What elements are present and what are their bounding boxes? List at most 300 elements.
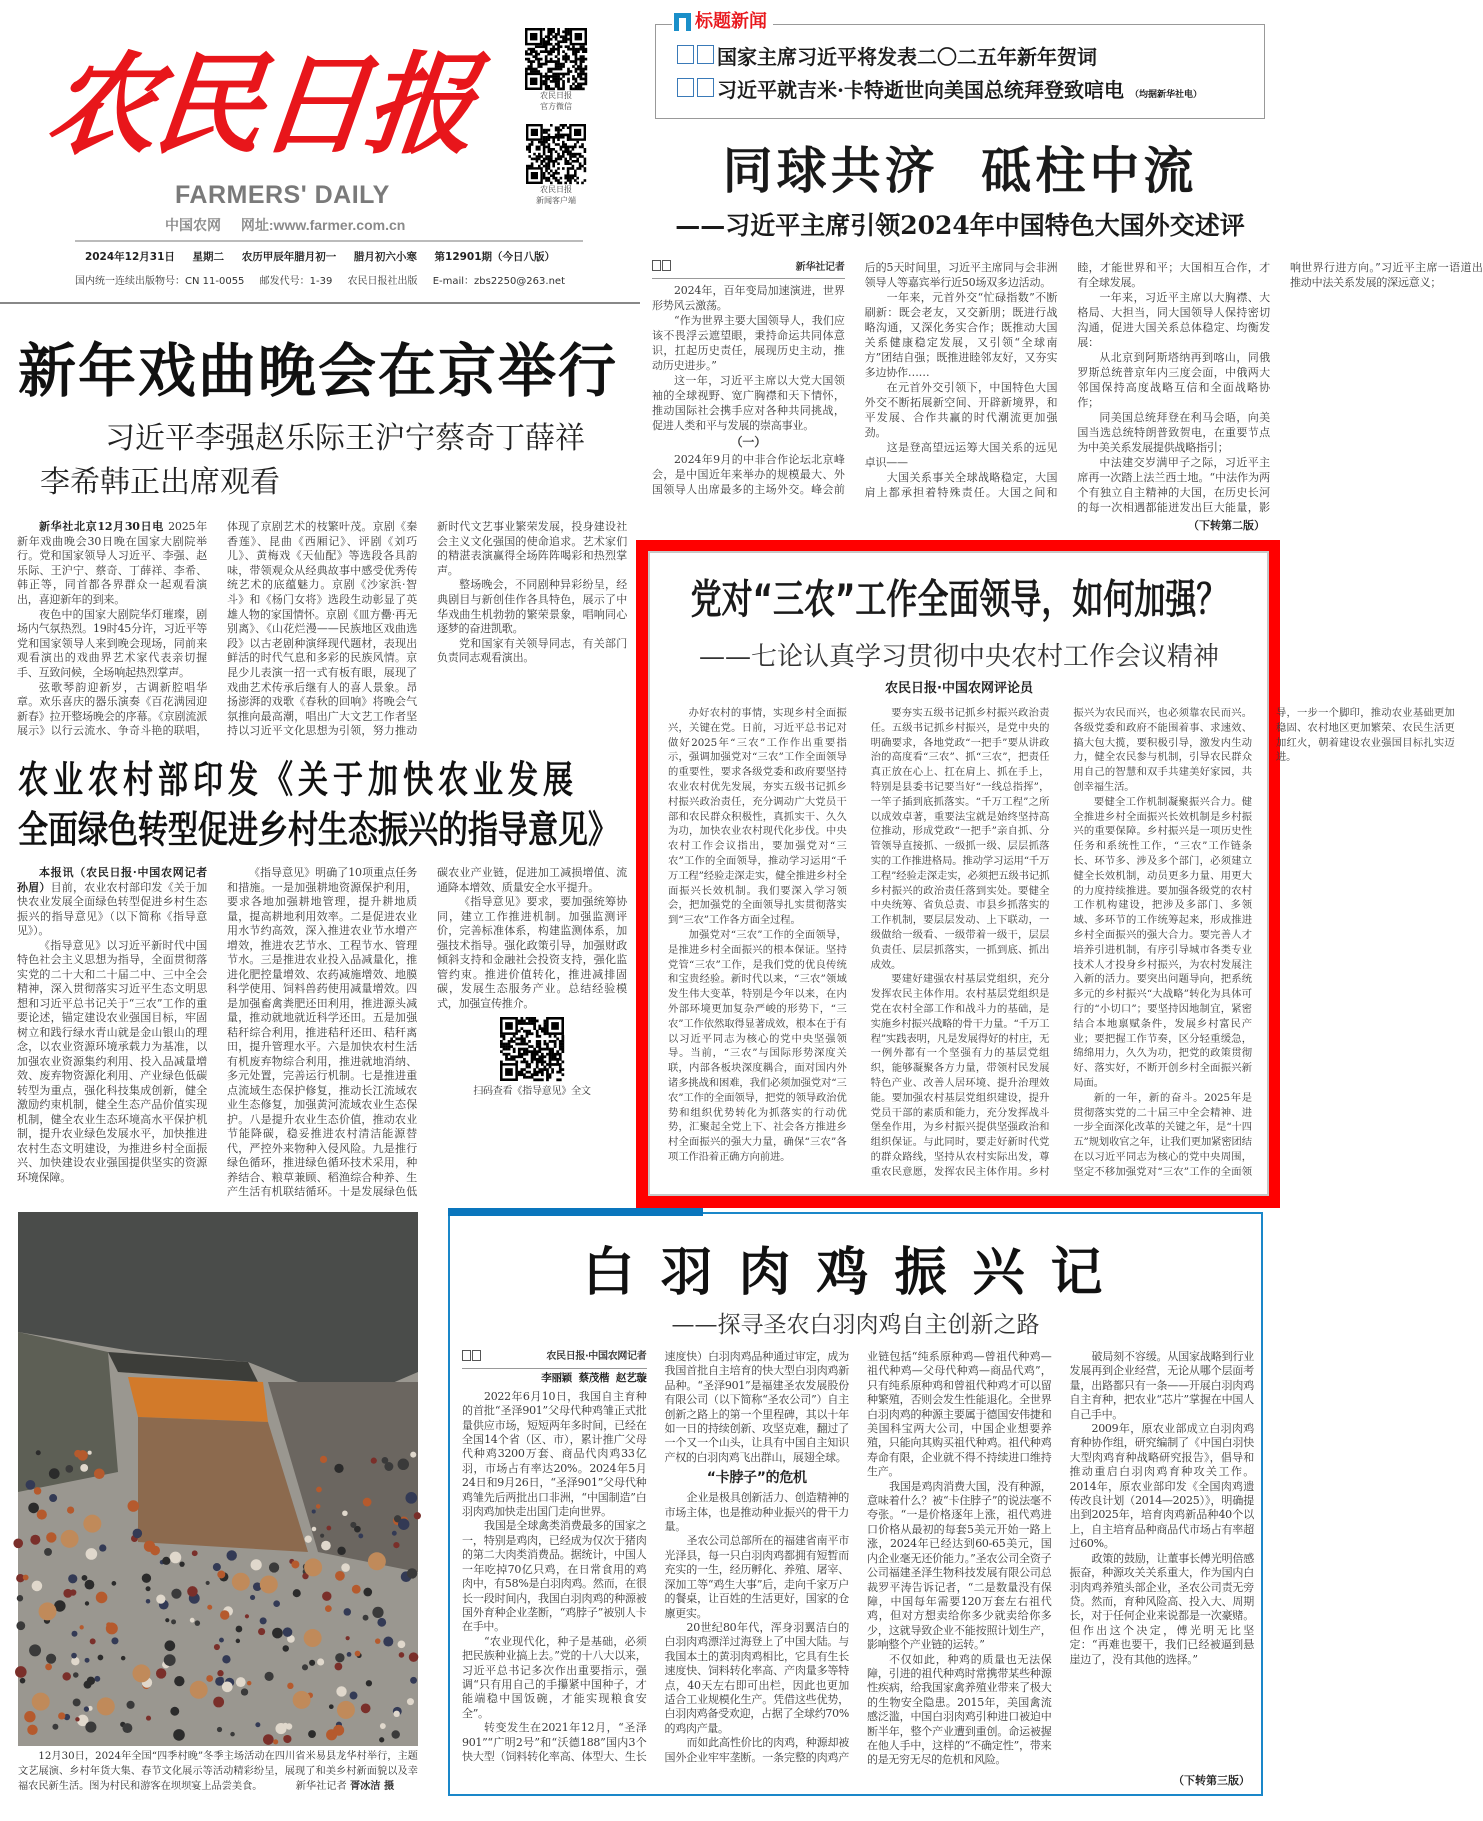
continued-note[interactable]: （下转第三版） xyxy=(1173,1774,1250,1787)
person xyxy=(170,1552,182,1564)
person xyxy=(206,1675,213,1682)
placeholder-square-icon xyxy=(462,1350,471,1361)
person xyxy=(16,1621,25,1630)
paragraph: 中法建交岁满甲子之际，习近平主席再一次踏上法兰西土地。“中法作为两个有独立自主精神的大国，在历史长河的每一次相遇都能迸发出巨大能量，影响世界行进方向。”习近平主席一语道出推动中法关系发展的深远意义； xyxy=(1077,261,1483,514)
paragraph: 我国是鸡肉消费大国，没有种源，意味着什么？被“卡住脖子”的说法毫不夸张。“一是价格逐年上涨，祖代鸡进口价格从最初的每套5美元开始一路上涨，2024年已经达到60-65美元，国内企业毫无还价能力。”圣农公司全资子公司福建圣泽生物科技发展有限公司总裁罗平涛告诉记者，“二是数量没有保障，中国每年需要120万套左右祖代鸡，但对方想卖给你多少就卖给你多少，这就导致企业不能按照计划生产，影响整个产业链的运转。” xyxy=(867,1479,1052,1652)
person xyxy=(146,1716,151,1721)
person xyxy=(250,1595,255,1600)
qr-app[interactable] xyxy=(524,124,588,206)
paragraph: 一年来，元首外交“忙碌指数”不断刷新：既会老友，又交新朋；既进行战略沟通，又深化务实合作；既推动大国关系健康稳定发展，又引领“全球南方”团结自强；既推进睦邻友好，又夯实多边协作…… xyxy=(864,291,1058,379)
person xyxy=(90,1638,96,1644)
section-number: （一） xyxy=(730,435,767,449)
placeholder-square-icon xyxy=(662,260,671,271)
placeholder-square-icon xyxy=(677,78,694,97)
person xyxy=(251,1559,262,1570)
qr-code-icon xyxy=(525,28,587,90)
cn-number: 国内统一连续出版物号：CN 11-0055 xyxy=(75,276,245,287)
person xyxy=(164,1640,175,1651)
paragraph: 这一年，习近平主席以大党大国领袖的全球视野、宽广胸襟和天下情怀，推动国际社会携手应对各种共同挑战，促进人类和平与发展的崇高事业。 xyxy=(652,374,845,432)
news-photo[interactable] xyxy=(18,1212,418,1746)
person xyxy=(377,1618,386,1627)
person xyxy=(326,1526,331,1531)
person xyxy=(405,1492,417,1504)
person xyxy=(409,1652,419,1662)
person xyxy=(67,1506,74,1513)
person xyxy=(227,1550,237,1560)
placeholder-square-icon xyxy=(697,45,714,64)
banquet-table xyxy=(368,1552,386,1570)
person xyxy=(255,1722,260,1727)
person xyxy=(73,1672,79,1678)
person xyxy=(30,1535,40,1545)
person xyxy=(335,1653,344,1662)
person xyxy=(213,1697,224,1708)
qr-label: 农民日报 xyxy=(540,91,572,100)
person xyxy=(371,1458,377,1464)
headline-text: 习近平就吉米·卡特逝世向美国总统拜登致唁电 xyxy=(717,78,1124,102)
person xyxy=(74,1450,82,1458)
person xyxy=(23,1575,29,1581)
person xyxy=(170,1707,179,1716)
person xyxy=(283,1735,291,1743)
paragraph: 要建好建强农村基层党组织，充分发挥农民主体作用。农村基层党组织是党在农村全部工作和战斗力的基础，是实施乡村振兴战略的骨干力量。“千万工程”实践表明，凡是发展得好的村庄，无一例外都有一个坚强有力的基层党组织，能够凝聚各方力量，带领村民发展特色产业、改善人居环境、提升治理效能。要加强农村基层党组织建设，提升党员干部的素质和能力，充分发挥战斗堡垒作用，为乡村振兴提供坚强政治和组织保证。与此同时，要走好新时代党的群众路线，坚持从农村实际出发，尊重农民意愿，发挥农民主体作用。乡村振兴为农民而兴，也必须靠农民而兴。各级党委和政府不能围着事、求速效、搞大包大揽，要积极引导，激发内生动力，健全农民参与机制，引导农民群众用自己的智慧和双手共建美好家园，共创幸福生活。 xyxy=(870,707,1252,1178)
qr-label: 新闻客户端 xyxy=(536,196,576,205)
caption-text: 12月30日，2024年全国“四季村晚”冬季主场活动在四川省米易县龙华村举行，主题文艺展演、乡村年货大集、春节文化展示等活动精彩纷呈，展现了和美乡村新面貌以及幸福农民新生活。图为村民和游客在坝坝宴上品尝美食。 xyxy=(18,1751,418,1792)
paragraph: 20世纪80年代，浑身羽翼洁白的白羽肉鸡漂洋过海登上了中国大陆。与我国本土的黄羽肉鸡相比，它具有生长速度快、饲料转化率高、产肉量多等特点，40天左右即可出栏，因此也更加适合工业规模化生产。凭借这些优势，白羽肉鸡备受欢迎，占据了全球约70%的鸡肉产量。 xyxy=(664,1620,849,1735)
person xyxy=(174,1676,184,1686)
person xyxy=(320,1456,327,1463)
article-body xyxy=(668,706,1455,1188)
paragraph: 要健全工作机制凝聚振兴合力。健全推进乡村全面振兴长效机制是乡村振兴的重要保障。乡村振兴是一项历史性任务和系统性工作，“三农”工作链条长、环节多、涉及多个部门，必须建立健全长效机制，动员更多力量、用更大的力度持续推进。要加强各级党的农村工作机构建设，把涉及多部门、多领域、多环节的工作统筹起来，形成推进乡村全面振兴的强大合力。要完善人才培养引进机制，有序引导城市各类专业技术人才投身乡村振兴，为农村发展注入新的活力。要突出问题导向，把系统多元的乡村振兴“大战略”转化为具体可行的“小切口”；要坚持因地制宜，紧密结合本地禀赋条件，发展乡村富民产业；要把握工作节奏，区分轻重缓急，绵绵用力，久久为功，把党的政策贯彻好、落实好，不断开创乡村全面振兴新局面。 xyxy=(1073,795,1252,1089)
person xyxy=(112,1581,117,1586)
person xyxy=(94,1676,100,1682)
headline-news-label xyxy=(672,12,773,32)
person xyxy=(206,1581,210,1585)
article-body xyxy=(462,1350,1254,1772)
person xyxy=(334,1464,343,1473)
banquet-table xyxy=(97,1697,115,1715)
person xyxy=(86,1548,98,1560)
person xyxy=(219,1638,224,1643)
person xyxy=(68,1574,77,1583)
person xyxy=(17,1595,23,1601)
person xyxy=(171,1619,176,1624)
person xyxy=(217,1570,225,1578)
person xyxy=(222,1681,233,1692)
person xyxy=(126,1701,134,1709)
article-subtitle: 李希韩正出席观看 xyxy=(40,465,280,500)
person xyxy=(65,1465,73,1473)
person xyxy=(325,1605,332,1612)
person xyxy=(355,1651,361,1657)
headline-news-item[interactable] xyxy=(677,78,1202,101)
person xyxy=(32,1581,43,1592)
person xyxy=(80,1625,84,1629)
paragraph: 大国关系事关全球战略稳定，大国肩上都承担着特殊责任。大国之间和睦，才能世界和平；大国相互合作，才有全球发展。 xyxy=(864,261,1270,499)
banquet-table xyxy=(293,1691,311,1709)
person xyxy=(213,1563,221,1571)
qr-wechat[interactable] xyxy=(524,28,588,112)
paragraph: 夜色中的国家大剧院华灯璀璨，剧场内气氛热烈。19时45分许，习近平等党和国家领导人来到晚会现场，同前来观看演出的戏曲界艺术家代表亲切握手、互致问候，全场响起热烈掌声。 xyxy=(17,607,207,679)
paragraph: 加强党对“三农”工作的全面领导，是推进乡村全面振兴的根本保证。坚持党管“三农”工作，是我们党的优良传统和宝贵经验。新时代以来，“三农”领域发生伟大变革，特别是今年以来，在内外部环境更加复杂严峻的形势下，“三农”工作依然取得显著成效，根本在于有以习近平同志为核心的党中央坚强领导。当前，“三农”与国际形势深度关联，内部各板块深度耦合，面对国内外诸多挑战和困难，我们必须加强党对“三农”工作的全面领导，把党的领导政治优势和组织优势转化为抓落实的行动优势，汇聚起全党上下、社会各方推进乡村全面振兴的强大力量，确保“三农”各项工作沿着正确方向前进。 xyxy=(668,928,847,1163)
qr-label: 农民日报 xyxy=(540,185,572,194)
person xyxy=(121,1656,126,1661)
person xyxy=(384,1462,393,1471)
dateline: 新华社北京12月30日电 xyxy=(39,520,164,533)
person xyxy=(44,1548,52,1556)
byline-author: 新华社记者 xyxy=(795,262,845,273)
paragraph: 同美国总统拜登在利马会晤，向美国当选总统特朗普致贺电，在重要节点为中美关系发展提供战略指引； xyxy=(1077,411,1270,454)
article-body xyxy=(17,866,627,1200)
person xyxy=(230,1732,235,1737)
photo-caption xyxy=(18,1749,418,1794)
person xyxy=(195,1620,200,1625)
person xyxy=(302,1664,308,1670)
person xyxy=(13,1538,23,1548)
person xyxy=(363,1615,369,1621)
person xyxy=(37,1509,47,1519)
date-line xyxy=(0,252,640,264)
person xyxy=(52,1724,58,1730)
person xyxy=(272,1628,283,1639)
person xyxy=(398,1519,409,1530)
person xyxy=(28,1503,39,1514)
banquet-table xyxy=(132,1664,150,1682)
person xyxy=(164,1654,176,1666)
flower-bed xyxy=(128,1377,268,1422)
qr-finder xyxy=(531,172,538,179)
person xyxy=(24,1711,35,1722)
person xyxy=(383,1637,393,1647)
person xyxy=(273,1739,278,1744)
person xyxy=(156,1594,165,1603)
banquet-table xyxy=(190,1681,208,1699)
qr-finder xyxy=(574,129,581,136)
person xyxy=(337,1547,345,1555)
paragraph: “农业现代化，种子是基础，必须把民族种业搞上去。”党的十八大以来，习近平总书记多次作出重要指示，强调“只有用自己的手攥紧中国种子，才能端稳中国饭碗，才能实现粮食安全”。 xyxy=(462,1634,647,1720)
person xyxy=(293,1589,301,1597)
banquet-table xyxy=(83,1515,101,1533)
person xyxy=(398,1640,406,1648)
dateline: 本报讯（农民日报·中国农网记者 孙眉） xyxy=(17,866,207,894)
banquet-table xyxy=(61,1530,79,1548)
qr-finder xyxy=(530,78,537,85)
person xyxy=(80,1464,88,1472)
paragraph: 办好农村的事情，实现乡村全面振兴，关键在党。日前，习近平总书记对做好2025年“三农”工作作出重要指示，强调加强党对“三农”工作全面领导的重要性，要求各级党委和政府要坚持农业农村优先发展，夯实五级书记抓乡村振兴政治责任，充分调动广大党员干部和农民群众积极性，真抓实干、久久为功，加快农业农村现代化步伐。中央农村工作会议指出，要加强党对“三农”工作的全面领导，推动学习运用“千万工程”经验走深走实，健全推进乡村全面振兴长效机制。我们要深入学习领会，把加强党的全面领导扎实贯彻落实到“三农”工作各方面全过程。 xyxy=(668,707,847,927)
person xyxy=(222,1655,230,1663)
paragraph: 在元首外交引领下，中国特色大国外交不断拓展新空间、开辟新境界，和平发展、合作共赢的时代潮流更加强劲。 xyxy=(864,381,1058,439)
paragraph: 2009年，原农业部成立白羽肉鸡育种协作组，研究编制了《中国白羽快大型肉鸡育种战略研究报告》，倡导和推动重启白羽肉鸡育种攻关工作。2014年，原农业部印发《全国肉鸡遗传改良计划（2014—2025）》，明确提出到2025年，培育肉鸡新品种40个以上，自主培育品种商品代市场占有率超过60%。 xyxy=(1069,1422,1254,1551)
article-subtitle: 习近平李强赵乐际王沪宁蔡奇丁薛祥 xyxy=(105,421,585,456)
person xyxy=(133,1529,143,1539)
banquet-table xyxy=(337,1701,355,1719)
person xyxy=(84,1681,92,1689)
person xyxy=(128,1500,140,1512)
paragraph: 从北京到阿斯塔纳再到喀山，同俄罗斯总统普京年内三度会面，中俄两大邻国保持高度战略互信和全面战略协作； xyxy=(1077,351,1270,409)
byline xyxy=(652,260,845,279)
person xyxy=(84,1706,89,1711)
person xyxy=(312,1527,317,1532)
email[interactable]: E-mail：zbs2250@263.net xyxy=(432,276,565,287)
date: 2024年12月31日 xyxy=(84,251,175,263)
person xyxy=(335,1571,345,1581)
person xyxy=(347,1652,352,1657)
issue-number: 第12901期（今日八版） xyxy=(434,251,556,263)
person xyxy=(162,1557,170,1565)
person xyxy=(27,1725,37,1735)
person xyxy=(410,1452,416,1458)
paragraph: 《指导意见》明确了10项重点任务和措施。一是加强耕地资源保护利用，要求各地加强耕地管理，提升耕地质量，提高耕地利用效率。二是促进农业用水节约高效，深入推进农业节水增产增效，推进农艺节水、工程节水、管理节水。三是推进农业投入品减量化，推进化肥控量增效、农药减施增效、地膜科学使用、饲料兽药使用减量增效。四是加强畜禽粪肥还田利用，推进源头减量，推动就地就近科学还田。五是加强秸秆综合利用，推进秸秆还田、秸秆离田，提升管理水平。六是加快农村生活有机废弃物综合利用，推进就地消纳、多元处置，完善运行机制。七是推进重点流域生态保护修复，推动长江流域农业生态修复，加强黄河流域农业生态保护。八是提升农业生态价值，推动农业节能降碳，稳妥推进农村清洁能源替代，严控外来物种入侵风险。九是推行绿色循环，推进绿色循环技术采用，种养结合、粮草兼顾、稻渔综合种养、生产生活有机联结循环。十是发展绿色低碳农业产业链，促进加工减损增值、流通降本增效、质量安全水平提升。 xyxy=(227,866,627,1198)
publication-line xyxy=(0,276,640,287)
person xyxy=(320,1534,324,1538)
person xyxy=(49,1494,57,1502)
person xyxy=(106,1622,111,1627)
person xyxy=(363,1588,372,1597)
paragraph: 不仅如此，种鸡的质量也无法保障，引进的祖代种鸡时常携带某些种源性疾病，给我国家禽养殖业带来了极大的生物安全隐患。2015年，美国禽流感泛滥，中国白羽肉鸡引种进口被迫中断半年，整个产业遭到重创。命运被握在他人手中，这样的“不确定性”，带来的是无穷无尽的危机和风险。 xyxy=(867,1652,1052,1767)
person xyxy=(96,1592,108,1604)
person xyxy=(291,1560,299,1568)
person xyxy=(399,1652,405,1658)
person xyxy=(407,1698,414,1705)
person xyxy=(236,1626,243,1633)
person xyxy=(71,1657,79,1665)
person xyxy=(75,1717,79,1721)
qr-label: 官方微信 xyxy=(540,102,572,111)
person xyxy=(214,1644,220,1650)
article-title[interactable]: 新年戏曲晚会在京举行 xyxy=(18,337,619,405)
person xyxy=(98,1655,104,1661)
qr-finder xyxy=(505,1022,513,1030)
person xyxy=(287,1683,293,1689)
person xyxy=(260,1617,267,1624)
person xyxy=(329,1704,334,1709)
person xyxy=(15,1666,27,1678)
person xyxy=(350,1692,358,1700)
paragraph: 2025年新年戏曲晚会30日晚在国家大剧院举行。党和国家领导人习近平、李强、赵乐际、王沪宁、蔡奇、丁薛祥、李希、韩正等，同首都各界群众一起观看演出，喜迎新年的到来。 xyxy=(17,520,207,606)
person xyxy=(361,1703,371,1713)
person xyxy=(247,1681,251,1685)
paragraph: 我国是全球禽类消费最多的国家之一，特别是鸡肉，已经成为仅次于猪肉的第二大肉类消费品。据统计，中国人一年吃掉70亿只鸡，在日常食用的鸡肉中，有58%是白羽肉鸡。然而，在很长一段时间内，我国白羽肉鸡的种源被国外育种企业垄断，“鸡脖子”被别人卡在手中。 xyxy=(462,1519,647,1634)
person xyxy=(344,1608,351,1615)
person xyxy=(265,1672,274,1681)
person xyxy=(380,1723,386,1729)
masthead-rule xyxy=(0,302,640,304)
person xyxy=(336,1686,346,1696)
person xyxy=(146,1599,151,1604)
byline-org: 农民日报·中国农网记者 xyxy=(546,1351,647,1362)
person xyxy=(173,1729,185,1741)
paragraph: 2024年，百年变局加速演进，世界形势风云激荡。 xyxy=(652,284,845,312)
person xyxy=(379,1737,384,1742)
person xyxy=(398,1459,409,1470)
article-body xyxy=(17,520,627,740)
person xyxy=(245,1614,249,1618)
headline-text: 国家主席习近平将发表二〇二五年新年贺词 xyxy=(717,45,1097,69)
placeholder-square-icon xyxy=(677,45,694,64)
person xyxy=(192,1550,198,1556)
qr-code-icon xyxy=(500,1017,564,1081)
article-subtitle: ——习近平主席引领2024年中国特色大国外交述评 xyxy=(675,211,1245,240)
person xyxy=(269,1562,279,1572)
person xyxy=(99,1544,106,1551)
person xyxy=(410,1677,417,1684)
person xyxy=(88,1451,92,1455)
person xyxy=(407,1568,417,1578)
article-title-line[interactable]: 农业农村部印发《关于加快农业发展 xyxy=(18,758,578,803)
banquet-table xyxy=(260,1575,278,1593)
person xyxy=(366,1680,372,1686)
person xyxy=(236,1677,246,1687)
byline-names: 李丽颖 蔡茂楷 赵艺璇 xyxy=(541,1372,647,1385)
continued-note[interactable]: （下转第二版） xyxy=(1188,519,1265,532)
person xyxy=(316,1487,322,1493)
section-heading: “卡脖子”的危机 xyxy=(706,1470,807,1487)
person xyxy=(316,1504,321,1509)
article-body xyxy=(652,260,1483,517)
person xyxy=(58,1712,65,1719)
person xyxy=(322,1591,331,1600)
person xyxy=(190,1618,195,1623)
site-name: 中国农网 xyxy=(165,217,221,233)
person xyxy=(72,1631,78,1637)
person xyxy=(146,1586,151,1591)
person xyxy=(187,1586,197,1596)
placeholder-square-icon xyxy=(472,1350,481,1361)
person xyxy=(305,1535,312,1542)
person xyxy=(321,1541,331,1551)
paragraph: 要夯实五级书记抓乡村振兴政治责任。五级书记抓乡村振兴，是党中央的明确要求，各地党政“一把手”要从讲政治的高度看“三农”、抓“三农”，把责任真正放在心上、扛在肩上、抓在手上，特别是县委书记要当好“一线总指挥”，一竿子插到底抓落实。“千万工程”之所以成效卓著，重要法宝就是始终坚持高位推动，形成党政“一把手”亲自抓、分管领导直接抓、一级抓一级、层层抓落实的工作推进格局。推动学习运用“千万工程”经验走深走实，必须把五级书记抓乡村振兴的政治责任落到实处。要健全中央统筹、省负总责、市县乡抓落实的工作机制，要层层发动、上下联动，一级做给一级看、一级带着一级干，层层负责任、层层抓落实，一抓到底、抓出成效。 xyxy=(870,707,1050,971)
headline-news-item[interactable] xyxy=(677,45,1097,68)
person xyxy=(26,1480,36,1490)
person xyxy=(350,1522,356,1528)
byline xyxy=(462,1350,647,1386)
lunar-date: 农历甲辰年腊月初一 xyxy=(241,251,337,263)
person xyxy=(217,1670,223,1676)
article-title[interactable]: 同球共济 砥柱中流 xyxy=(722,142,1198,200)
paragraph: 目前，农业农村部印发《关于加快农业发展全面绿色转型促进乡村生态振兴的指导意见》（以下简称《指导意见》）。 xyxy=(17,880,208,937)
person xyxy=(363,1498,372,1507)
person xyxy=(82,1575,88,1581)
person xyxy=(352,1585,361,1594)
paragraph: 2022年6月10日，我国自主育种的首批“圣泽901”父母代种鸡雏正式批量供应市场，短短两年多时间，已经在全国14个省（区、市），累计推广父母代种鸡3200万套、商品代肉鸡33亿羽，市场占有率达20%。2024年5月24日和9月26日，“圣泽901”父母代种鸡雏先后两批出口非洲，“中国制造”白羽肉鸡加快走出国门走向世界。 xyxy=(462,1389,647,1519)
person xyxy=(217,1727,222,1732)
section-mark-icon xyxy=(674,13,691,31)
person xyxy=(335,1663,343,1671)
person xyxy=(49,1468,60,1479)
paragraph: 《指导意见》以习近平新时代中国特色社会主义思想为指导，全面贯彻落实党的二十大和二十届二中、三中全会精神，深入贯彻落实习近平生态文明思想和习近平总书记关于“三农”工作的重要论述，锚定建设农业强国目标，牢固树立和践行绿水青山就是金山银山的理念，以农业资源环境承载力为基准，以加强农业资源集约利用、投入品减量增效、废弃物资源化利用、产业绿色低碳转型为重点，强化科技集成创新，健全激励约束机制，健全生态产品价值实现机制，健全农业生态环境高水平保护机制，提升农业绿色发展水平，加快推进农村生态文明建设，为推进乡村全面振兴、加快建设农业强国提供坚实的资源环境保障。 xyxy=(17,938,207,1184)
article-subtitle: ——探寻圣农白羽肉鸡自主创新之路 xyxy=(671,1312,1040,1338)
person xyxy=(341,1563,350,1572)
person xyxy=(85,1601,89,1605)
paragraph: 弦歌琴韵迎新岁，古调新腔唱华章。欢乐喜庆的器乐演奏《百花满园迎新春》拉开整场晚会的序幕。《京剧流派展示》以行云流水、争奇斗艳的联唱，体现了京剧艺术的枝繁叶茂。京剧《秦香莲》、昆曲《西厢记》、评剧《刘巧儿》、黄梅戏《天仙配》等选段各具韵味，带领观众从经典故事中感受优秀传统艺术的底蕴魅力。京剧《沙家浜·智斗》和《杨门女将》选段生动彰显了英雄人物的家国情怀。京剧《皿方罍·再无别离》、《山花烂漫——民族地区戏曲选段》以古老剧种演绎现代题材，表现出鲜活的时代气息和多彩的民族风情。京昆少儿表演一招一式有板有眼，展现了戏曲艺术传承后继有人的喜人景象。昂扬澎湃的戏歌《春秋的回响》将晚会气氛推向最高潮，唱出广大文艺工作者坚持以习近平文化思想为引领，努力推动新时代文艺事业繁荣发展，投身建设社会主义文化强国的使命追求。艺术家们的精湛表演赢得全场阵阵喝彩和热烈掌声。 xyxy=(17,520,627,738)
person xyxy=(36,1450,41,1455)
article-title-line[interactable]: 全面绿色转型促进乡村生态振兴的指导意见》 xyxy=(18,808,618,853)
article-title[interactable]: 党对“三农”工作全面领导，如何加强？ xyxy=(690,576,1228,624)
banquet-table xyxy=(304,1558,322,1576)
person xyxy=(85,1658,90,1663)
person xyxy=(372,1607,383,1618)
qr-code-icon xyxy=(526,124,586,184)
person xyxy=(309,1660,315,1666)
banquet-table xyxy=(304,1629,322,1647)
qr-finder xyxy=(551,1022,559,1030)
byline-mark xyxy=(462,1350,482,1366)
paragraph: 一年来，习近平主席以大胸襟、大格局、大担当，同大国领导人保持密切沟通，促进大国关系总体稳定、均衡发展： xyxy=(1077,291,1270,349)
person xyxy=(263,1734,274,1745)
paragraph: 这是登高望远运筹大国关系的远见卓识—— xyxy=(864,441,1058,469)
person xyxy=(392,1531,397,1536)
person xyxy=(207,1605,212,1610)
person xyxy=(283,1627,293,1637)
person xyxy=(393,1711,399,1717)
weekday: 星期二 xyxy=(192,251,225,263)
person xyxy=(165,1618,169,1622)
person xyxy=(391,1730,399,1738)
person xyxy=(333,1725,344,1736)
person xyxy=(258,1628,265,1635)
byline: 农民日报·中国农网评论员 xyxy=(885,681,1033,696)
placeholder-square-icon xyxy=(697,78,714,97)
person xyxy=(393,1542,399,1548)
person xyxy=(317,1658,324,1665)
qr-full-text[interactable] xyxy=(437,1011,627,1100)
person xyxy=(45,1663,52,1670)
paragraph: 新的一年，新的奋斗。2025年是贯彻落实党的二十届三中全会精神、进一步全面深化改革的关键之年，是“十四五”规划收官之年，让我们更加紧密团结在以习近平同志为核心的党中央周围，坚定不移加强党对“三农”工作的全面领导，一步一个脚印，推动农业基础更加稳固、农村地区更加繁荣、农民生活更加红火，朝着建设农业强国目标扎实迈进。 xyxy=(1073,707,1455,1178)
source-note: （均据新华社电） xyxy=(1129,90,1202,100)
paragraph: 整场晚会，不同剧种异彩纷呈，经典剧目与新创佳作各具特色，展示了中华戏曲生机勃勃的繁荣景象，唱响同心逐梦的奋进凯歌。 xyxy=(437,578,627,636)
paragraph: 党和国家有关领导同志，有关部门负责同志观看演出。 xyxy=(437,636,627,665)
paragraph: 而如此高性价比的肉鸡，种源却被国外企业牢牢垄断。一条完整的肉鸡产业链包括“纯系原种鸡—曾祖代种鸡—祖代种鸡—父母代种鸡—商品代鸡”，只有纯系原种鸡和曾祖代种鸡才可以留种繁殖，否则会发生性能退化。全世界白羽肉鸡的种源主要属于德国安伟捷和美国科宝两大公司，中国企业想要养殖，只能向其购买祖代种鸡。祖代种鸡寿命有限，企业就不得不持续进口维持生产。 xyxy=(664,1350,1052,1764)
person xyxy=(111,1637,118,1644)
person xyxy=(122,1723,132,1733)
article-subtitle: ——七论认真学习贯彻中央农村工作会议精神 xyxy=(698,642,1219,672)
person xyxy=(85,1580,95,1590)
person xyxy=(34,1487,42,1495)
paragraph: 政策的鼓励，让董事长傅光明倍感振奋，种源攻关关系重大，作为国内白羽肉鸡养殖头部企业，圣农公司责无旁贷。然而，育种风险高、投入大、周期长，对于任何企业来说都是一次豪赌。但作出这个决定，傅光明无比坚定：“再难也要干，我们已经被逼到悬崖边了，没有其他的选择。” xyxy=(1069,1551,1254,1666)
website-line xyxy=(165,218,421,233)
person xyxy=(29,1644,41,1656)
divider xyxy=(75,240,583,242)
person xyxy=(220,1610,229,1619)
person xyxy=(156,1668,166,1678)
person xyxy=(414,1512,421,1519)
person xyxy=(73,1698,81,1706)
headline-news-box xyxy=(655,24,1265,119)
english-name: FARMERS' DAILY xyxy=(175,181,390,209)
paragraph: 2024年9月的中非合作论坛北京峰会，是中国近年来举办的规模最大、外国领导人出席最多的主场外交。峰会前后的5天时间里，习近平主席同与会非洲领导人等嘉宾举行近50场双多边活动。 xyxy=(652,261,1058,496)
banquet-table xyxy=(32,1693,50,1711)
publisher: 农民日报社出版 xyxy=(347,276,418,287)
person xyxy=(308,1730,316,1738)
article-title[interactable]: 白羽肉鸡振兴记 xyxy=(582,1242,1129,1303)
paragraph: 企业是极具创新活力、创造精神的市场主体，也是推动种业振兴的骨干力量。 xyxy=(664,1491,849,1534)
photo-credit-name: 胥冰洁 摄 xyxy=(349,1780,395,1792)
accent-bar xyxy=(448,1208,703,1216)
website-link[interactable]: 网址:www.farmer.com.cn xyxy=(240,217,406,233)
person xyxy=(358,1534,363,1539)
newspaper-logo: 农民日报 xyxy=(41,40,479,169)
qr-caption: 扫码查看《指导意见》全文 xyxy=(473,1086,591,1097)
person xyxy=(179,1562,184,1567)
person xyxy=(71,1653,77,1659)
person xyxy=(375,1638,381,1644)
placeholder-square-icon xyxy=(652,260,661,271)
person xyxy=(94,1468,105,1479)
person xyxy=(282,1645,288,1651)
person xyxy=(273,1600,280,1607)
byline-mark xyxy=(652,260,672,276)
person xyxy=(241,1688,248,1695)
